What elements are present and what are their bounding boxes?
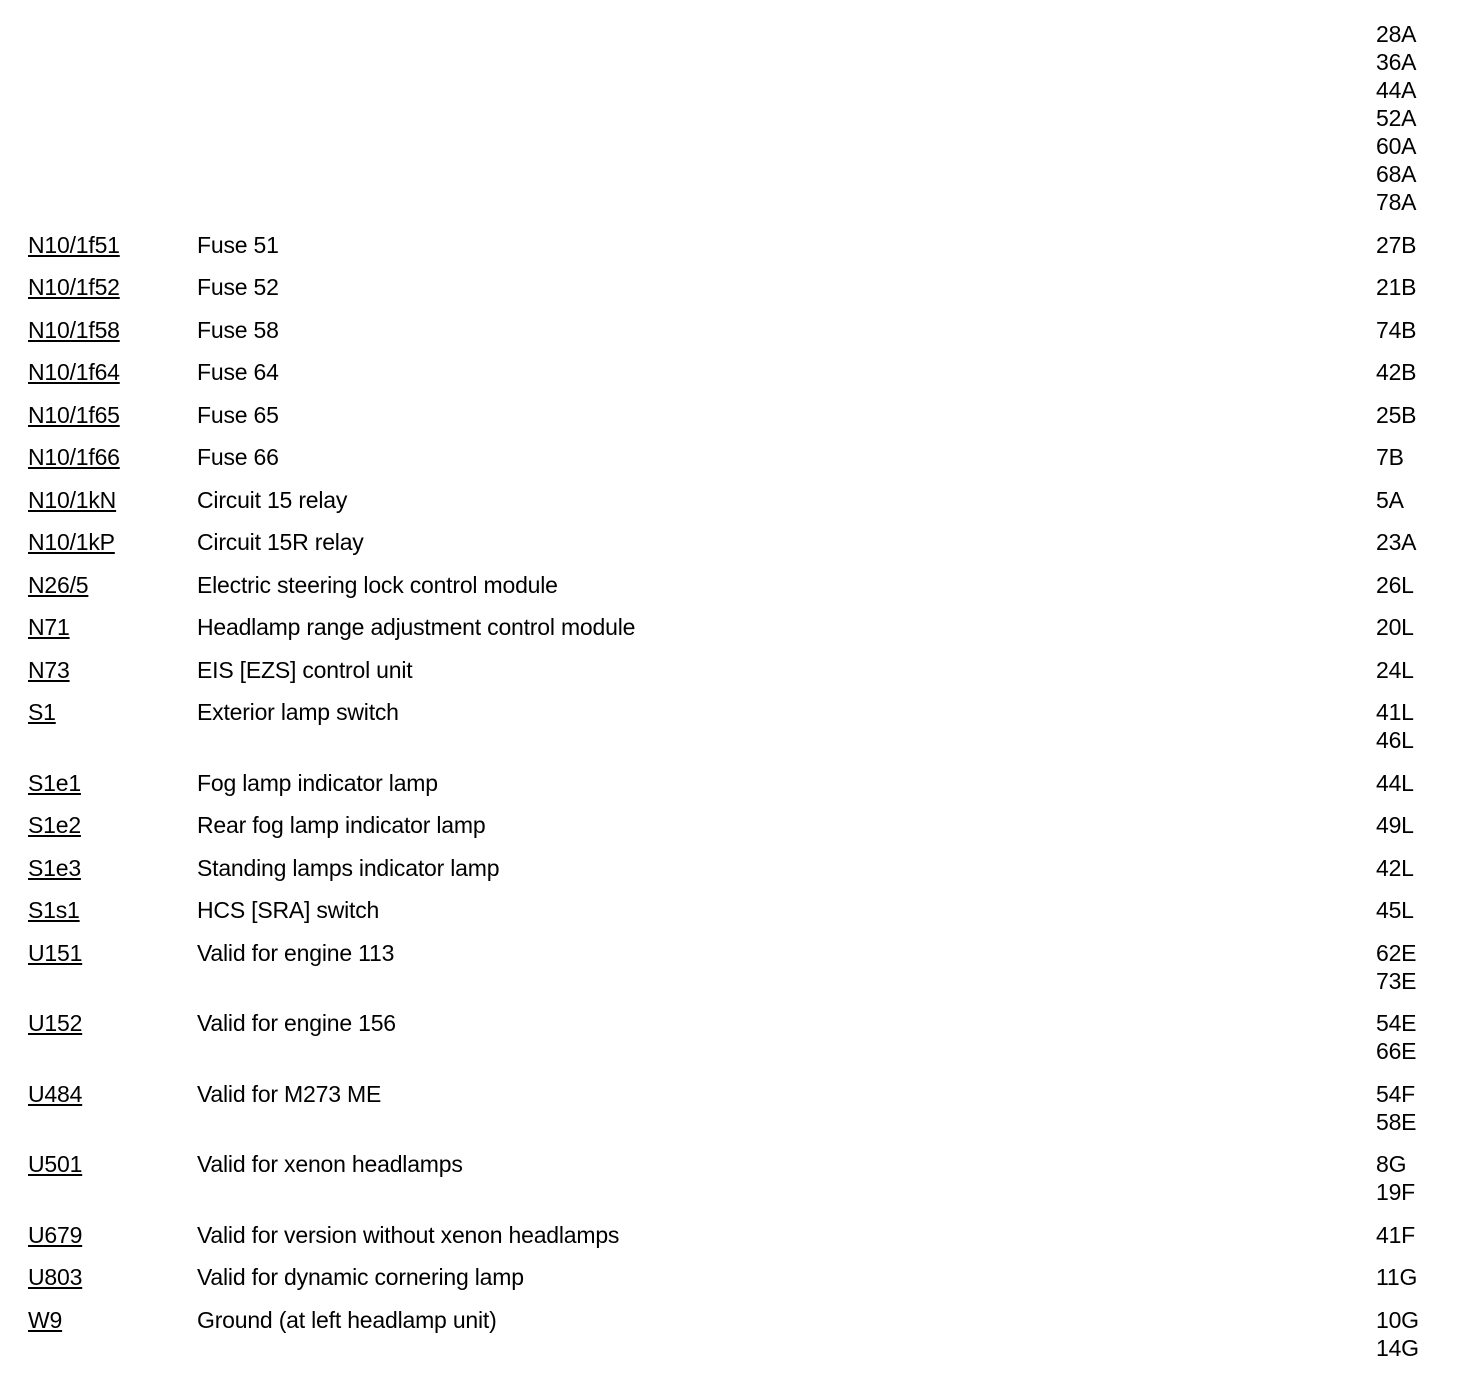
component-code-link[interactable]: N10/1f64 bbox=[28, 359, 120, 385]
legend-row bbox=[0, 854, 1472, 882]
grid-reference: 41F bbox=[1376, 1221, 1416, 1248]
component-code-link[interactable]: W9 bbox=[28, 1306, 63, 1333]
component-description: Ground (at left headlamp unit) bbox=[197, 1306, 497, 1333]
grid-reference: 52A bbox=[1376, 105, 1417, 131]
component-description: Circuit 15 relay bbox=[197, 486, 348, 513]
component-description: Exterior lamp switch bbox=[197, 699, 399, 725]
grid-references bbox=[1376, 1221, 1466, 1249]
component-description: Fuse 64 bbox=[197, 359, 279, 385]
grid-reference: 68A bbox=[1376, 161, 1417, 187]
component-description: Fog lamp indicator lamp bbox=[197, 769, 438, 796]
component-code-link[interactable]: N10/1kN bbox=[28, 486, 117, 513]
component-description: Valid for M273 ME bbox=[197, 1080, 382, 1107]
grid-references bbox=[1376, 769, 1466, 797]
legend-row bbox=[0, 896, 1472, 924]
component-description: Fuse 65 bbox=[197, 401, 279, 428]
component-description: Valid for xenon headlamps bbox=[197, 1151, 463, 1177]
component-code-link[interactable]: U151 bbox=[28, 939, 83, 966]
component-code-link[interactable]: S1e3 bbox=[28, 854, 81, 881]
grid-reference: 41L bbox=[1376, 699, 1414, 725]
component-code-link[interactable]: N10/1f58 bbox=[28, 316, 120, 343]
component-description: HCS [SRA] switch bbox=[197, 897, 380, 923]
legend-row bbox=[0, 769, 1472, 797]
grid-reference: 78A bbox=[1376, 189, 1417, 215]
component-code-link[interactable]: N71 bbox=[28, 614, 70, 640]
grid-references bbox=[1376, 698, 1466, 754]
grid-reference: 54F bbox=[1376, 1080, 1416, 1107]
component-code-link[interactable]: S1e2 bbox=[28, 812, 81, 838]
grid-references bbox=[1376, 571, 1466, 599]
grid-references bbox=[1376, 486, 1466, 514]
legend-row bbox=[0, 698, 1472, 754]
grid-reference: 25B bbox=[1376, 401, 1417, 428]
component-code-link[interactable]: S1s1 bbox=[28, 897, 80, 923]
grid-reference: 24L bbox=[1376, 656, 1414, 683]
grid-reference: 28A bbox=[1376, 21, 1417, 47]
grid-references bbox=[1376, 896, 1466, 924]
component-description: EIS [EZS] control unit bbox=[197, 656, 413, 683]
component-description: Valid for dynamic cornering lamp bbox=[197, 1264, 524, 1290]
grid-references bbox=[1376, 939, 1466, 995]
grid-reference: 73E bbox=[1376, 967, 1417, 994]
component-description: Electric steering lock control module bbox=[197, 571, 558, 598]
legend-row bbox=[0, 486, 1472, 514]
legend-row bbox=[0, 273, 1472, 301]
grid-reference: 74B bbox=[1376, 316, 1417, 343]
grid-reference: 20L bbox=[1376, 614, 1414, 640]
component-code-link[interactable]: N26/5 bbox=[28, 571, 89, 598]
grid-reference: 45L bbox=[1376, 897, 1414, 923]
grid-reference: 5A bbox=[1376, 486, 1404, 513]
grid-reference: 54E bbox=[1376, 1010, 1417, 1036]
component-code-link[interactable]: U803 bbox=[28, 1264, 83, 1290]
component-description: Standing lamps indicator lamp bbox=[197, 854, 500, 881]
component-description: Fuse 51 bbox=[197, 231, 279, 258]
grid-references bbox=[1376, 528, 1466, 556]
legend-row bbox=[0, 528, 1472, 556]
component-code-link[interactable]: U484 bbox=[28, 1080, 83, 1107]
grid-reference: 8G bbox=[1376, 1151, 1407, 1177]
grid-reference: 11G bbox=[1376, 1264, 1418, 1290]
grid-references bbox=[1376, 401, 1466, 429]
grid-reference: 19F bbox=[1376, 1179, 1416, 1205]
component-code-link[interactable]: U679 bbox=[28, 1221, 83, 1248]
legend-row bbox=[0, 1009, 1472, 1065]
component-code-link[interactable]: N73 bbox=[28, 656, 70, 683]
component-code-link[interactable]: S1 bbox=[28, 699, 56, 725]
legend-row bbox=[0, 571, 1472, 599]
grid-reference: 42B bbox=[1376, 359, 1417, 385]
grid-references bbox=[1376, 316, 1466, 344]
legend-row bbox=[0, 443, 1472, 471]
grid-references bbox=[1376, 358, 1466, 386]
grid-references bbox=[1376, 1263, 1466, 1291]
grid-reference: 27B bbox=[1376, 231, 1417, 258]
grid-reference: 26L bbox=[1376, 571, 1414, 598]
grid-references bbox=[1376, 854, 1466, 882]
grid-reference: 7B bbox=[1376, 444, 1404, 470]
component-code-link[interactable]: N10/1kP bbox=[28, 529, 115, 555]
component-description: Fuse 58 bbox=[197, 316, 279, 343]
legend-row bbox=[0, 1150, 1472, 1206]
legend-row bbox=[0, 1263, 1472, 1291]
legend-row bbox=[0, 811, 1472, 839]
component-code-link[interactable]: N10/1f52 bbox=[28, 274, 120, 300]
grid-references bbox=[1376, 443, 1466, 471]
legend-row bbox=[0, 20, 1472, 216]
legend-row bbox=[0, 1306, 1472, 1362]
grid-reference: 60A bbox=[1376, 133, 1417, 159]
grid-reference: 49L bbox=[1376, 812, 1414, 838]
grid-reference: 66E bbox=[1376, 1038, 1417, 1064]
grid-reference: 46L bbox=[1376, 727, 1414, 753]
component-code-link[interactable]: U501 bbox=[28, 1151, 83, 1177]
component-description: Headlamp range adjustment control module bbox=[197, 614, 636, 640]
component-description: Fuse 66 bbox=[197, 444, 279, 470]
grid-reference: 44A bbox=[1376, 77, 1417, 103]
grid-references bbox=[1376, 1306, 1466, 1362]
component-description: Valid for engine 113 bbox=[197, 939, 395, 966]
legend-row bbox=[0, 939, 1472, 995]
grid-references bbox=[1376, 811, 1466, 839]
legend-row bbox=[0, 1221, 1472, 1249]
component-description: Fuse 52 bbox=[197, 274, 279, 300]
component-code-link[interactable]: N10/1f66 bbox=[28, 444, 120, 470]
grid-reference: 42L bbox=[1376, 854, 1414, 881]
grid-reference: 58E bbox=[1376, 1108, 1417, 1135]
grid-reference: 21B bbox=[1376, 274, 1417, 300]
grid-reference: 36A bbox=[1376, 49, 1417, 75]
component-code-link[interactable]: N10/1f51 bbox=[28, 231, 120, 258]
grid-references bbox=[1376, 613, 1466, 641]
component-code-link[interactable]: N10/1f65 bbox=[28, 401, 120, 428]
grid-reference: 10G bbox=[1376, 1306, 1419, 1333]
component-description: Valid for version without xenon headlamps bbox=[197, 1221, 620, 1248]
legend-row bbox=[0, 613, 1472, 641]
grid-references bbox=[1376, 1080, 1466, 1136]
component-description: Circuit 15R relay bbox=[197, 529, 364, 555]
grid-references bbox=[1376, 656, 1466, 684]
component-description: Rear fog lamp indicator lamp bbox=[197, 812, 486, 838]
component-legend bbox=[0, 20, 1472, 1376]
component-code-link[interactable]: S1e1 bbox=[28, 769, 81, 796]
legend-row bbox=[0, 231, 1472, 259]
grid-reference: 23A bbox=[1376, 529, 1417, 555]
grid-references bbox=[1376, 1150, 1466, 1206]
grid-reference: 14G bbox=[1376, 1334, 1419, 1361]
legend-row bbox=[0, 656, 1472, 684]
legend-row bbox=[0, 358, 1472, 386]
grid-reference: 62E bbox=[1376, 939, 1417, 966]
component-description: Valid for engine 156 bbox=[197, 1010, 396, 1036]
grid-references bbox=[1376, 1009, 1466, 1065]
legend-row bbox=[0, 401, 1472, 429]
grid-references bbox=[1376, 273, 1466, 301]
grid-references bbox=[1376, 231, 1466, 259]
legend-row bbox=[0, 316, 1472, 344]
component-code-link[interactable]: U152 bbox=[28, 1010, 83, 1036]
grid-reference: 44L bbox=[1376, 769, 1414, 796]
legend-row bbox=[0, 1080, 1472, 1136]
grid-references bbox=[1376, 20, 1466, 216]
